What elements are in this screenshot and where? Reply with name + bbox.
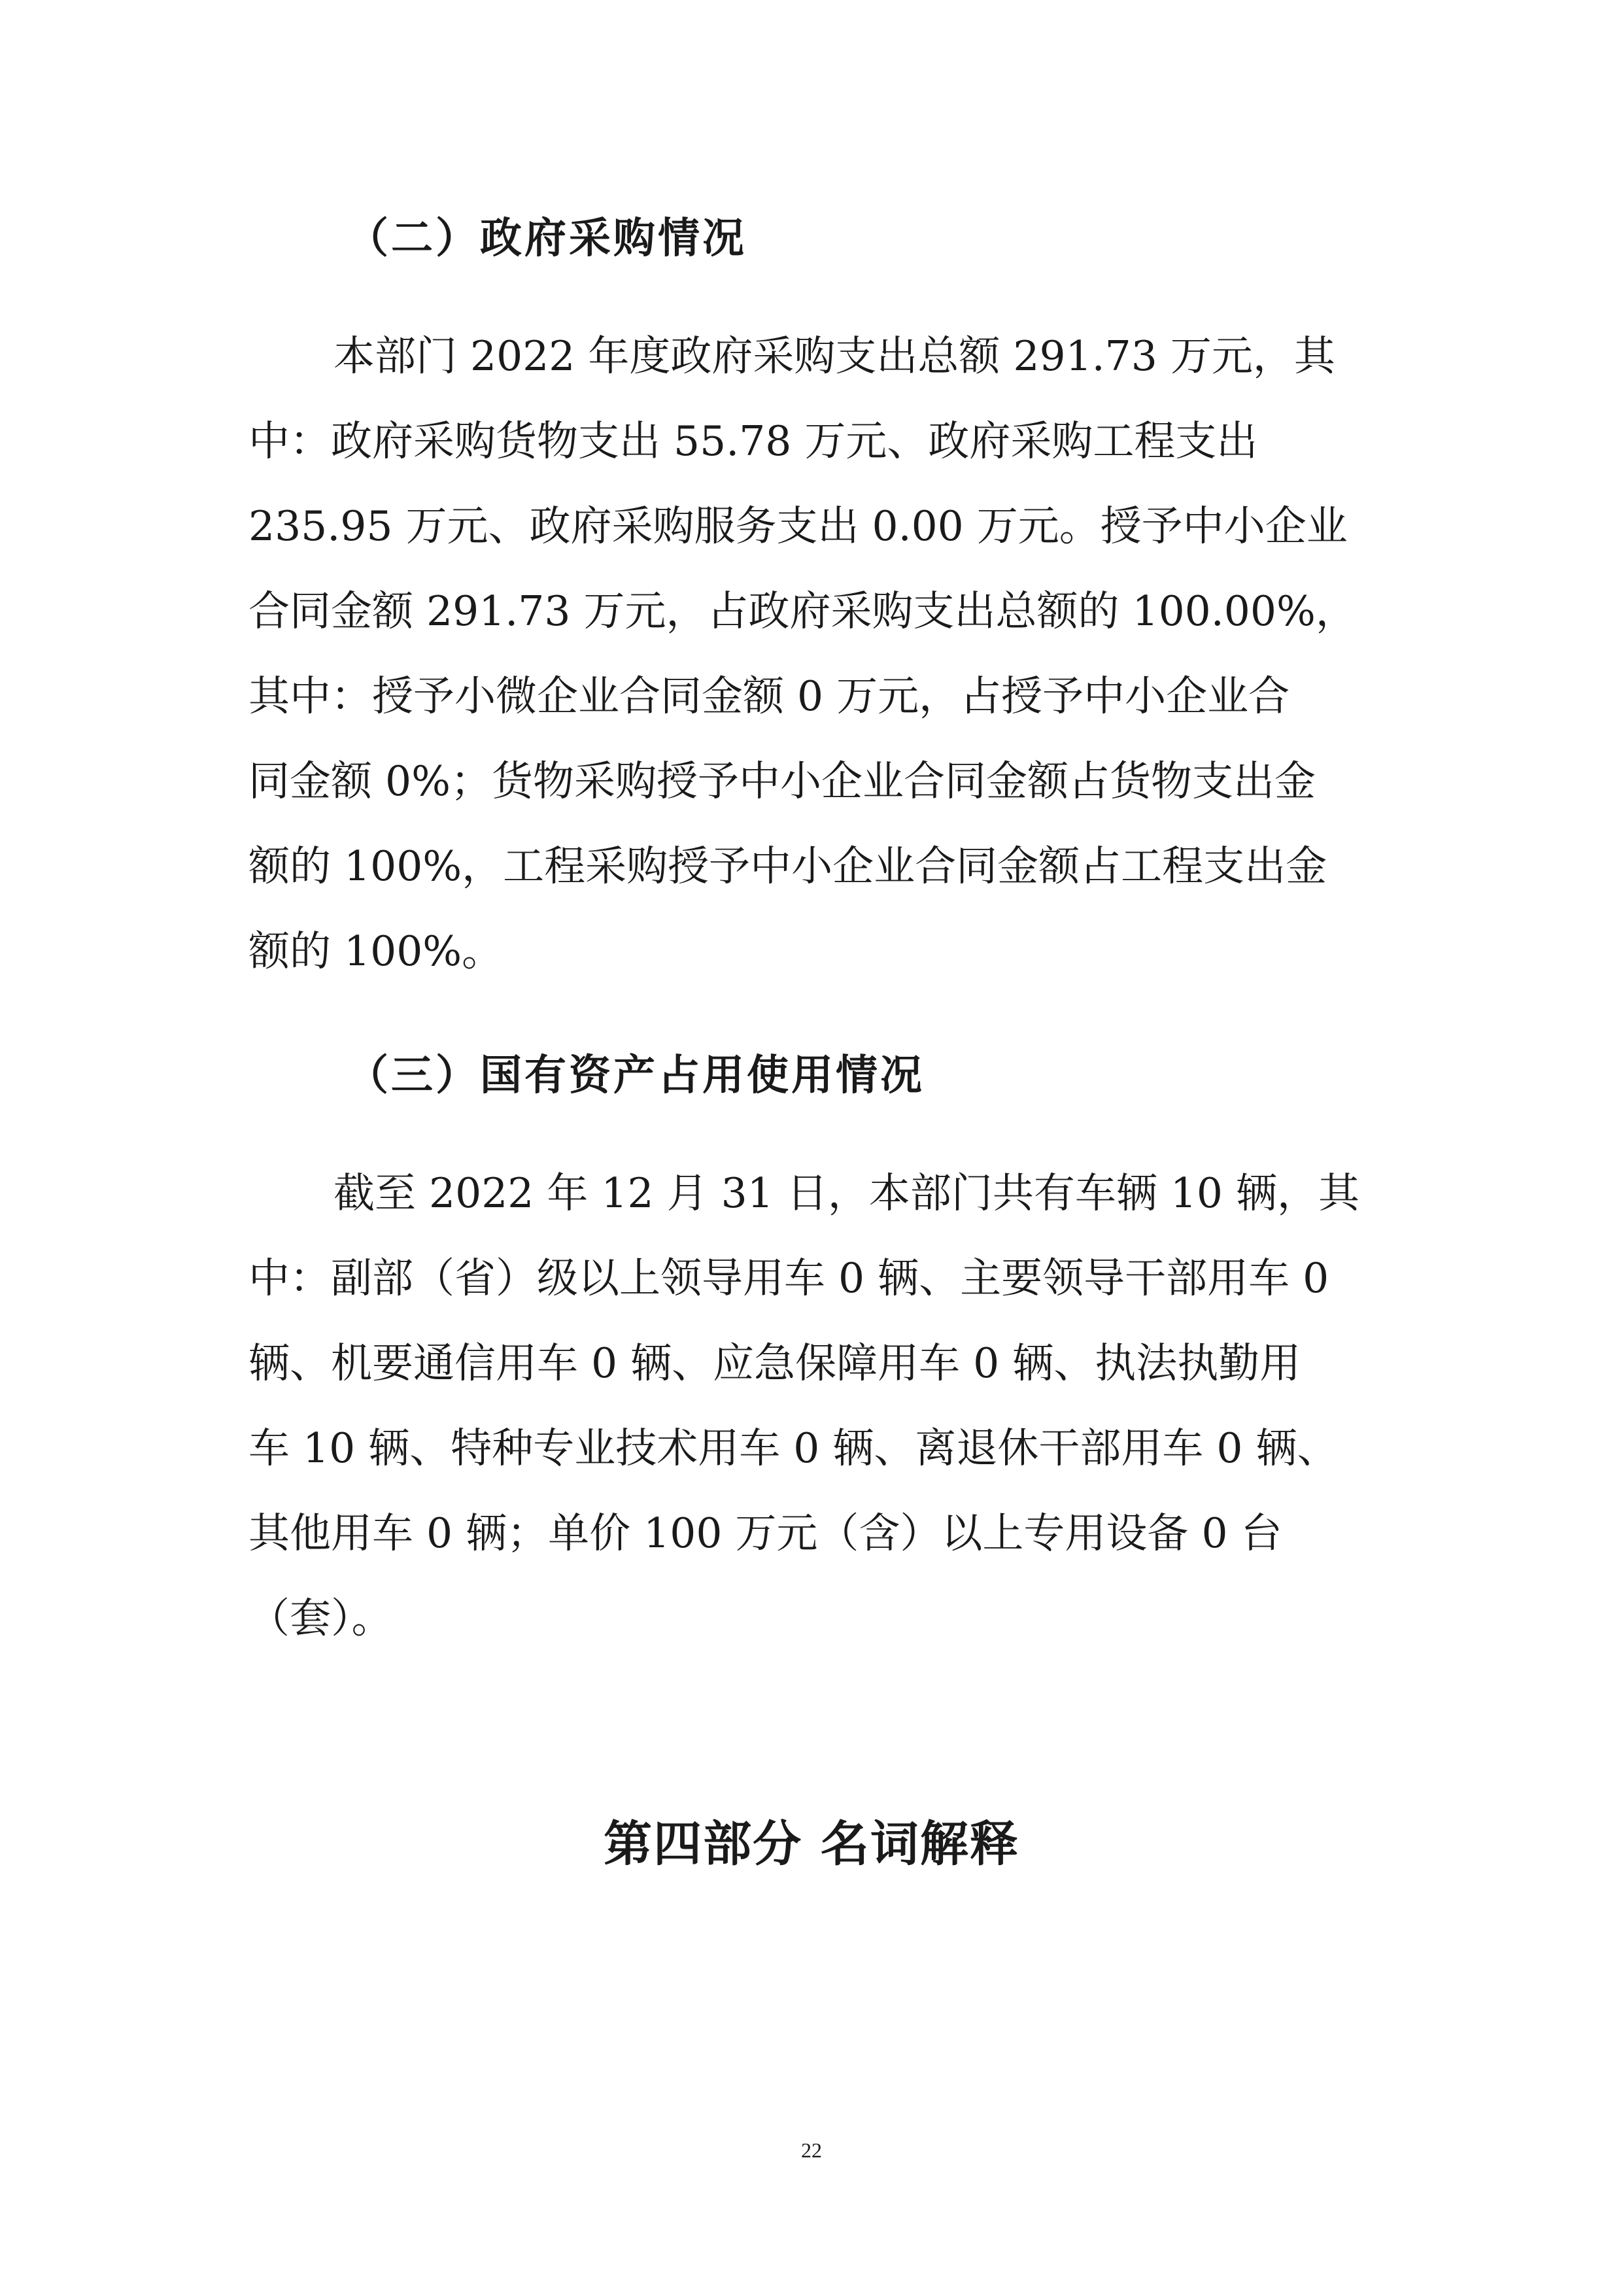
paragraph-line: 本部门 2022 年度政府采购支出总额 291.73 万元，其 xyxy=(333,332,1335,380)
paragraph-line: 截至 2022 年 12 月 31 日，本部门共有车辆 10 辆，其 xyxy=(333,1169,1360,1217)
assets-paragraph xyxy=(248,1151,1386,1661)
paragraph-line: 中：政府采购货物支出 55.78 万元、政府采购工程支出 xyxy=(248,417,1258,465)
paragraph-line: （套）。 xyxy=(248,1594,393,1642)
assets-heading: （三）国有资产占用使用情况 xyxy=(347,1052,925,1100)
paragraph-line: 车 10 辆、特种专业技术用车 0 辆、离退休干部用车 0 辆、 xyxy=(248,1424,1339,1472)
paragraph-line: 其他用车 0 辆；单价 100 万元（含）以上专用设备 0 台 xyxy=(248,1509,1282,1557)
paragraph-line: 额的 100%，工程采购授予中小企业合同金额占工程支出金 xyxy=(248,842,1327,890)
paragraph-line: 中：副部（省）级以上领导用车 0 辆、主要领导干部用车 0 xyxy=(248,1254,1329,1302)
paragraph-line: 同金额 0%；货物采购授予中小企业合同金额占货物支出金 xyxy=(248,757,1316,805)
procurement-paragraph xyxy=(248,314,1386,994)
paragraph-line: 额的 100%。 xyxy=(248,927,504,975)
part-title: 第四部分 名词解释 xyxy=(604,1816,1019,1872)
paragraph-line: 其中：授予小微企业合同金额 0 万元，占授予中小企业合 xyxy=(248,672,1290,720)
page-number: 22 xyxy=(801,2138,822,2162)
paragraph-line: 235.95 万元、政府采购服务支出 0.00 万元。授予中小企业 xyxy=(248,502,1348,550)
procurement-heading: （二）政府采购情况 xyxy=(347,214,747,263)
paragraph-line: 辆、机要通信用车 0 辆、应急保障用车 0 辆、执法执勤用 xyxy=(248,1339,1301,1387)
paragraph-line: 合同金额 291.73 万元，占政府采购支出总额的 100.00%， xyxy=(248,587,1357,635)
